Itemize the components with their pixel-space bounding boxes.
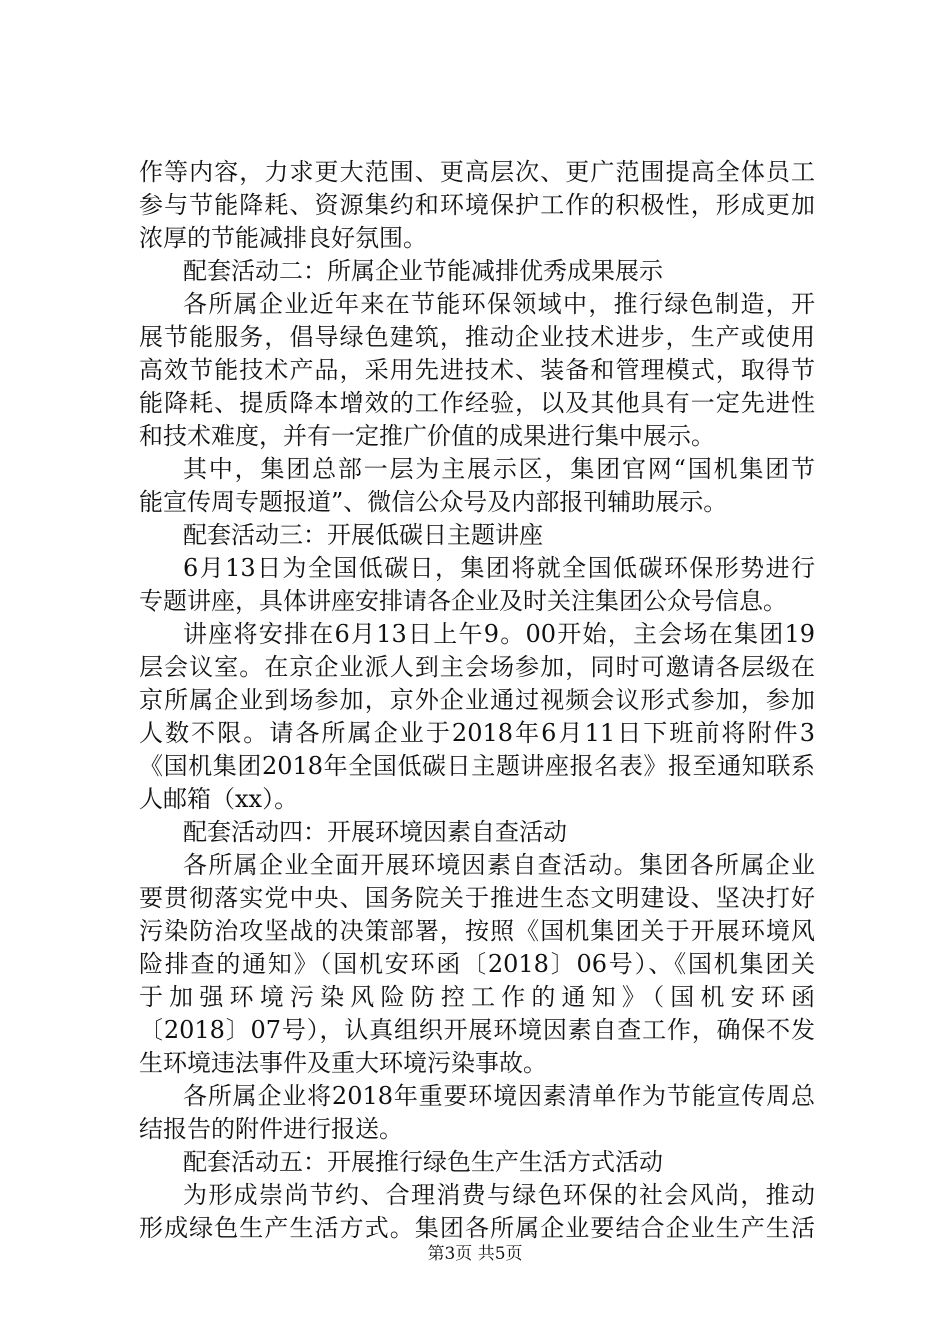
section-heading: 配套活动五：开展推行绿色生产生活方式活动: [183, 1148, 663, 1176]
text-line: 参与节能降耗、资源集约和环境保护工作的积极性，形成更加: [139, 191, 815, 219]
text-line: 于加强环境污染风险防控工作的通知》（国机安环函: [139, 983, 815, 1011]
text-line: 形成绿色生产生活方式。集团各所属企业要结合企业生产生活: [139, 1214, 815, 1242]
section-heading: 配套活动二：所属企业节能减排优秀成果展示: [183, 257, 663, 285]
section-heading: 配套活动三：开展低碳日主题讲座: [183, 521, 543, 549]
text-line: 讲座将安排在6月13日上午9。00开始，主会场在集团19: [183, 620, 815, 648]
document-body: [139, 156, 815, 1245]
text-line: 为形成崇尚节约、合理消费与绿色环保的社会风尚，推动: [183, 1181, 815, 1209]
text-line: 作等内容，力求更大范围、更高层次、更广范围提高全体员工: [139, 158, 815, 186]
text-line: 和技术难度，并有一定推广价值的成果进行集中展示。: [139, 422, 715, 450]
text-line: 险排查的通知》（国机安环函〔2018〕06号）、《国机集团关: [139, 950, 815, 978]
text-line: 污染防治攻坚战的决策部署，按照《国机集团关于开展环境风: [139, 917, 815, 945]
text-line: 人数不限。请各所属企业于2018年6月11日下班前将附件3: [139, 719, 815, 747]
text-line: 专题讲座，具体讲座安排请各企业及时关注集团公众号信息。: [139, 587, 787, 615]
text-line: 生环境违法事件及重大环境污染事故。: [139, 1049, 547, 1077]
text-line: 人邮箱（xx）。: [139, 785, 299, 813]
text-line: 各所属企业将2018年重要环境因素清单作为节能宣传周总: [183, 1082, 815, 1110]
page-number-footer: 第3页 共5页: [427, 1244, 523, 1264]
text-line: 能降耗、提质降本增效的工作经验，以及其他具有一定先进性: [139, 389, 815, 417]
section-heading: 配套活动四：开展环境因素自查活动: [183, 818, 567, 846]
text-line: 京所属企业到场参加，京外企业通过视频会议形式参加，参加: [139, 686, 815, 714]
text-line: 各所属企业近年来在节能环保领域中，推行绿色制造，开: [183, 290, 815, 318]
text-line: 6月13日为全国低碳日，集团将就全国低碳环保形势进行: [183, 554, 815, 582]
text-line: 各所属企业全面开展环境因素自查活动。集团各所属企业: [183, 851, 815, 879]
text-line: 浓厚的节能减排良好氛围。: [139, 224, 427, 252]
text-line: 〔2018〕07号），认真组织开展环境因素自查工作，确保不发: [139, 1016, 815, 1044]
text-line: 展节能服务，倡导绿色建筑，推动企业技术进步，生产或使用: [139, 323, 815, 351]
text-line: 要贯彻落实党中央、国务院关于推进生态文明建设、坚决打好: [139, 884, 815, 912]
text-line: 能宣传周专题报道”、微信公众号及内部报刊辅助展示。: [139, 488, 728, 516]
text-line: 其中，集团总部一层为主展示区，集团官网“国机集团节: [183, 455, 815, 483]
text-line: 高效节能技术产品，采用先进技术、装备和管理模式，取得节: [139, 356, 815, 384]
text-line: 层会议室。在京企业派人到主会场参加，同时可邀请各层级在: [139, 653, 815, 681]
text-line: 《国机集团2018年全国低碳日主题讲座报名表》报至通知联系: [139, 752, 815, 780]
text-line: 结报告的附件进行报送。: [139, 1115, 403, 1143]
